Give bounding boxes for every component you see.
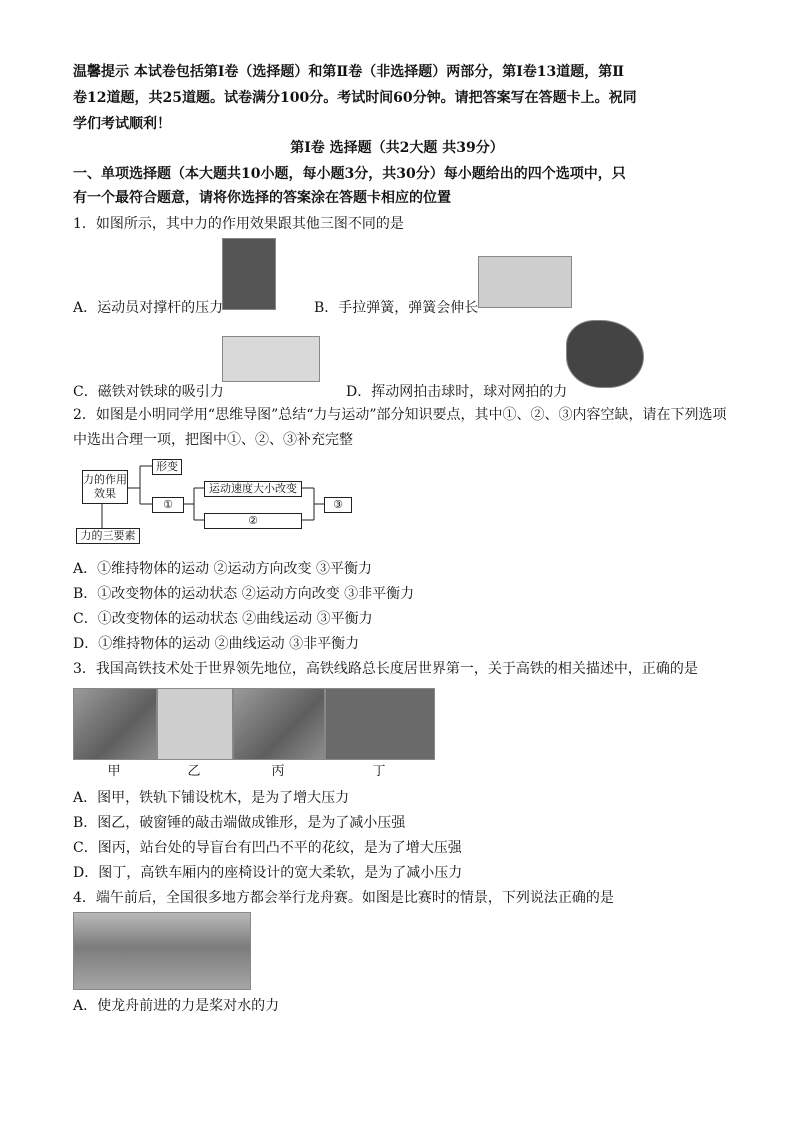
slot-2-box: ② (204, 513, 302, 529)
q3-option-b: B．图乙，破窗锤的敲击端做成锥形，是为了减小压强 (73, 815, 406, 831)
q2-option-a: A．①维持物体的运动 ②运动方向改变 ③平衡力 (73, 561, 373, 577)
magnet-image (222, 336, 320, 382)
q1-option-c: C．磁铁对铁球的吸引力 (73, 384, 224, 400)
q1-stem: 1．如图所示，其中力的作用效果跟其他三图不同的是 (73, 216, 404, 232)
train-seats-image (325, 688, 435, 760)
q2-option-d: D．①维持物体的运动 ②曲线运动 ③非平衡力 (73, 636, 360, 652)
section-title: 第Ⅰ卷 选择题（共2大题 共39分） (290, 140, 504, 156)
caption-ding: 丁 (372, 764, 386, 779)
q3-option-a: A．图甲，铁轨下铺设枕木，是为了增大压力 (73, 790, 350, 806)
q1-option-d: D．挥动网拍击球时，球对网拍的力 (346, 384, 568, 400)
speed-change-box: 运动速度大小改变 (204, 481, 302, 497)
slot-1-box: ① (152, 497, 184, 513)
part1-line-2: 有一个最符合题意，请将你选择的答案涂在答题卡相应的位置 (73, 190, 451, 206)
caption-bing: 丙 (271, 764, 285, 779)
slot-3-box: ③ (324, 497, 352, 513)
notice-line-3: 学们考试顺利！ (73, 116, 171, 132)
q2-option-b: B．①改变物体的运动状态 ②运动方向改变 ③非平衡力 (73, 586, 415, 602)
bullet-train-image (233, 688, 325, 760)
pole-vault-image (222, 238, 276, 310)
q2-stem-1: 2．如图是小明同学用“思维导图”总结“力与运动”部分知识要点，其中①、②、③内容空缺，请在下列选项 (73, 407, 727, 423)
deform-box: 形变 (152, 459, 182, 475)
q2-stem-2: 中选出合理一项，把图中①、②、③补充完整 (73, 432, 353, 448)
q4-option-a: A．使龙舟前进的力是桨对水的力 (73, 998, 280, 1014)
caption-jia: 甲 (107, 764, 121, 779)
q3-option-c: C．图丙，站台处的导盲台有凹凸不平的花纹，是为了增大压强 (73, 840, 462, 856)
emergency-hammer-image (157, 688, 233, 760)
notice-line-1: 温馨提示 本试卷包括第Ⅰ卷（选择题）和第Ⅱ卷（非选择题）两部分，第Ⅰ卷13道题，第Ⅱ (73, 64, 625, 80)
spring-image (478, 256, 572, 308)
part1-line-1: 一、单项选择题（本大题共10小题，每小题3分，共30分）每小题给出的四个选项中，只 (73, 166, 626, 182)
railway-sleeper-image (73, 688, 157, 760)
racket-image (566, 320, 644, 388)
dragon-boat-image (73, 912, 251, 990)
q1-option-b: B．手拉弹簧，弹簧会伸长 (314, 300, 479, 316)
caption-yi: 乙 (187, 764, 201, 779)
q3-stem: 3．我国高铁技术处于世界领先地位，高铁线路总长度居世界第一，关于高铁的相关描述中，正确的是 (73, 661, 698, 677)
three-elements-box: 力的三要素 (76, 528, 140, 544)
q4-stem: 4．端午前后，全国很多地方都会举行龙舟赛。如图是比赛时的情景，下列说法正确的是 (73, 890, 614, 906)
q3-option-d: D．图丁，高铁车厢内的座椅设计的宽大柔软，是为了减小压力 (73, 865, 463, 881)
q1-option-a: A．运动员对撑杆的压力 (73, 300, 224, 316)
notice-line-2: 卷12道题，共25道题。试卷满分100分。考试时间60分钟。请把答案写在答题卡上。祝同 (73, 90, 637, 106)
force-effect-box: 力的作用效果 (82, 470, 128, 504)
q2-option-c: C．①改变物体的运动状态 ②曲线运动 ③平衡力 (73, 611, 373, 627)
